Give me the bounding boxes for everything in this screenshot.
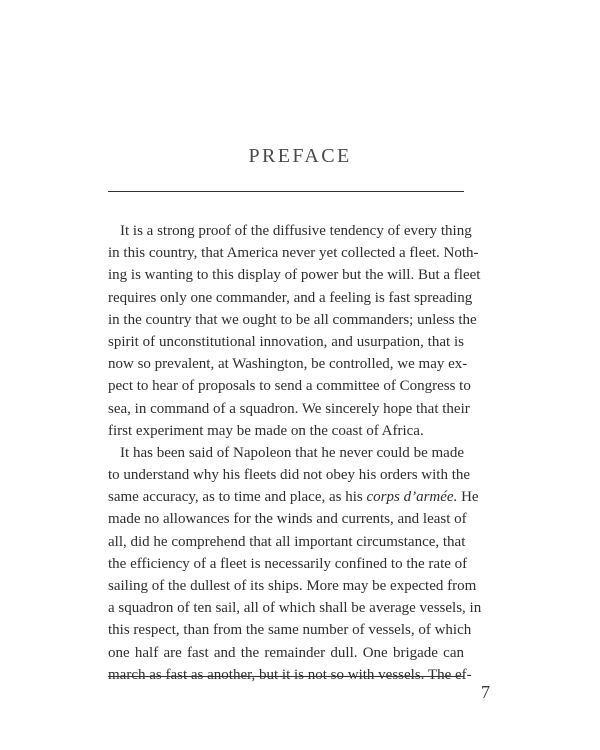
paragraph-2-line: the efficiency of a fleet is necessarily confined to the rate of: [108, 555, 468, 572]
paragraph-2-line: It has been said of Napoleon that he never could be made: [120, 444, 464, 461]
paragraph-2-line: one half are fast and the remainder dull. One brigade can: [108, 644, 464, 661]
paragraph-2-line: to understand why his fleets did not obey his orders with the: [108, 467, 471, 484]
italic-phrase: corps d’armée.: [366, 489, 458, 506]
paragraph-1-line: ing is wanting to this display of power but the will. But a fleet: [108, 267, 481, 284]
body-text: [108, 220, 482, 686]
paragraph-2-line: all, did he comprehend that all important circumstance, that: [108, 533, 466, 550]
text-run: same accuracy, as to time and place, as his: [108, 489, 367, 506]
paragraph-2-line: made no allowances for the winds and currents, and least of: [108, 511, 467, 528]
paragraph-2-line: sailing of the dullest of its ships. More may be expected from: [108, 578, 477, 594]
paragraph-2-line: march as fast as another, but it is not so with vessels. The ef-: [108, 666, 472, 683]
chapter-heading: PREFACE: [248, 145, 352, 167]
paragraph-1-line: pect to hear of proposals to send a committee of Congress to: [108, 378, 471, 395]
paragraph-1-line: first experiment may be made on the coast of Africa.: [108, 422, 424, 439]
paragraph-1-line: now so prevalent, at Washington, be controlled, we may ex-: [108, 356, 468, 373]
paragraph-1-line: sea, in command of a squadron. We sincerely hope that their: [108, 400, 470, 417]
text-run: He: [457, 489, 479, 506]
paragraph-1-line: requires only one commander, and a feeling is fast spreading: [108, 289, 473, 306]
paragraph-1-line: spirit of unconstitutional innovation, and usurpation, that is: [108, 333, 464, 350]
page-number: 7: [481, 682, 490, 702]
paragraph-2-line: this respect, than from the same number of vessels, of which: [108, 622, 472, 639]
paragraph-1-line: in the country that we ought to be all commanders; unless the: [108, 311, 477, 328]
paragraph-1-line: in this country, that America never yet collected a fleet. Noth-: [108, 245, 479, 262]
paragraph-1-line: It is a strong proof of the diffusive tendency of every thing: [120, 223, 472, 239]
bottom-rule: [108, 676, 464, 677]
top-rule: [108, 191, 464, 192]
paragraph-2-line: a squadron of ten sail, all of which shall be average vessels, in: [108, 600, 482, 617]
paragraph-2-line: [108, 486, 479, 508]
